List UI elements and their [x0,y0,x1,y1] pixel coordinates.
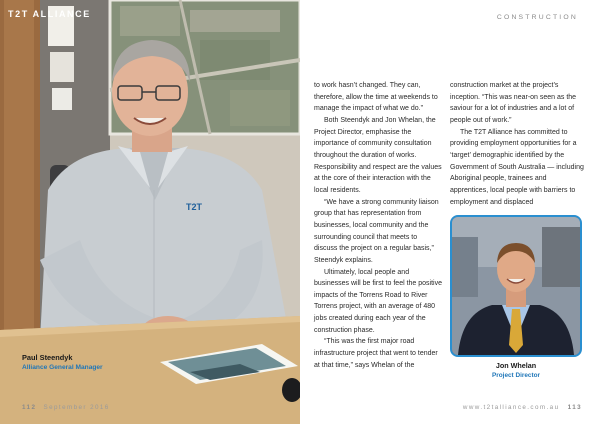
shirt-logo: T2T [186,202,203,212]
right-page [300,0,600,424]
paragraph: Both Steendyk and Jon Whelan, the Project Director, emphasise the importance of community consultation throughout the duration of works. Responsibility and respect are the values at the core of their interaction with the local residents. [314,116,442,194]
section-label: CONSTRUCTION [496,14,578,21]
page-number-right: 113 [567,404,582,411]
caption-name: Paul Steendyk [22,353,73,362]
paragraph: construction market at the project’s inception. “This was near-on seen as the saviour for a lot of industries and a lot of people out of work.” [450,82,577,124]
website-url: www.t2talliance.com.au [462,404,560,411]
jon-whelan-photo-image [452,217,580,355]
footer-right [463,404,582,411]
caption-role: Project Director [492,372,540,379]
footer-left [22,404,110,411]
photo-caption-right [450,361,582,380]
paragraph: “This was the first major road infrastructure project that went to tender at that time,” says Whelan of the [314,338,438,369]
paragraph: The T2T Alliance has committed to providing employment opportunities for a ‘target’ demographic identified by the Government of South Australia — including Aboriginal people, trainees and apprentices, local people with barriers to employment and displaced [450,128,584,206]
caption-role: Alliance General Manager [22,364,103,371]
masthead: T2T ALLIANCE [8,9,91,19]
issue-date: September 2016 [43,404,110,411]
paragraph: Ultimately, local people and businesses will be first to feel the positive impacts of the Torrens Road to River Torrens project, with an average of 480 jobs created during each year of the construction phase. [314,268,443,334]
photo-caption-left [22,353,103,372]
jon-whelan-photo [450,215,582,357]
text-column-2 [450,80,584,208]
page-number-left: 112 [22,404,37,411]
caption-name: Jon Whelan [495,361,537,370]
text-column-1 [314,80,442,371]
paragraph: to work hasn’t changed. They can, therefore, allow the time at weekends to manage the impact of what we do.” [314,82,438,113]
paragraph: “We have a strong community liaison group that has representation from businesses, local community and the surrounding council that meets to discuss the project on a regular basis,” Steendyk explains. [314,198,439,264]
